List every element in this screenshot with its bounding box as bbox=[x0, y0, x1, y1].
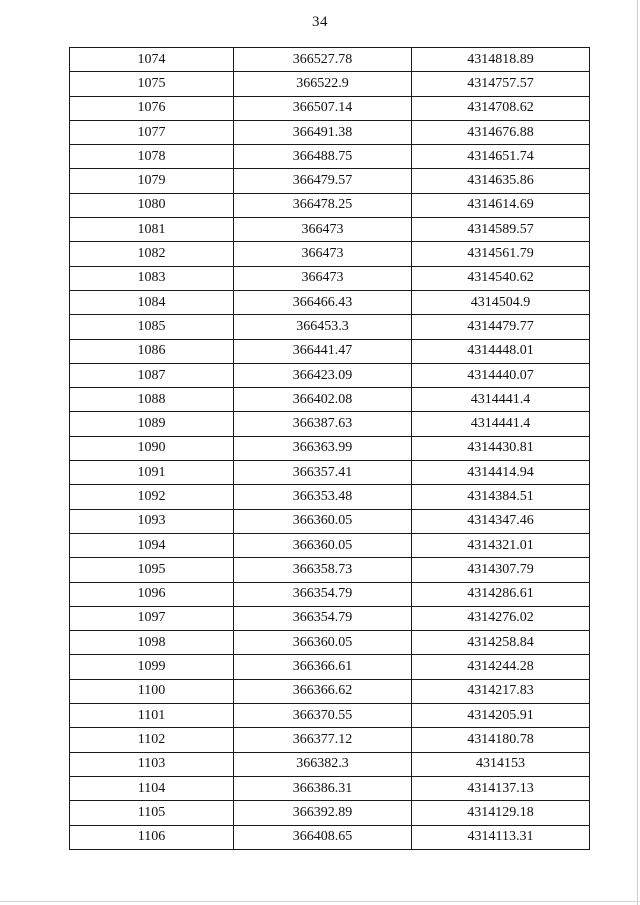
x-coordinate-cell: 366402.08 bbox=[234, 388, 412, 412]
y-coordinate-cell: 4314540.62 bbox=[412, 266, 590, 290]
x-coordinate-cell: 366507.14 bbox=[234, 96, 412, 120]
x-coordinate-cell: 366363.99 bbox=[234, 436, 412, 460]
x-coordinate-cell: 366522.9 bbox=[234, 72, 412, 96]
table-row bbox=[70, 728, 590, 752]
table-row bbox=[70, 606, 590, 630]
table-row bbox=[70, 655, 590, 679]
point-number-cell: 1102 bbox=[70, 728, 234, 752]
table-row bbox=[70, 533, 590, 557]
x-coordinate-cell: 366488.75 bbox=[234, 145, 412, 169]
x-coordinate-cell: 366473 bbox=[234, 266, 412, 290]
point-number-cell: 1104 bbox=[70, 776, 234, 800]
table-row bbox=[70, 485, 590, 509]
x-coordinate-cell: 366353.48 bbox=[234, 485, 412, 509]
point-number-cell: 1098 bbox=[70, 631, 234, 655]
x-coordinate-cell: 366354.79 bbox=[234, 582, 412, 606]
point-number-cell: 1085 bbox=[70, 315, 234, 339]
x-coordinate-cell: 366386.31 bbox=[234, 776, 412, 800]
y-coordinate-cell: 4314113.31 bbox=[412, 825, 590, 849]
x-coordinate-cell: 366366.61 bbox=[234, 655, 412, 679]
point-number-cell: 1106 bbox=[70, 825, 234, 849]
y-coordinate-cell: 4314347.46 bbox=[412, 509, 590, 533]
table-row bbox=[70, 509, 590, 533]
table-row bbox=[70, 461, 590, 485]
x-coordinate-cell: 366370.55 bbox=[234, 704, 412, 728]
y-coordinate-cell: 4314818.89 bbox=[412, 48, 590, 72]
table-row bbox=[70, 363, 590, 387]
table-row bbox=[70, 582, 590, 606]
point-number-cell: 1088 bbox=[70, 388, 234, 412]
point-number-cell: 1078 bbox=[70, 145, 234, 169]
table-row bbox=[70, 145, 590, 169]
point-number-cell: 1097 bbox=[70, 606, 234, 630]
point-number-cell: 1099 bbox=[70, 655, 234, 679]
point-number-cell: 1074 bbox=[70, 48, 234, 72]
y-coordinate-cell: 4314258.84 bbox=[412, 631, 590, 655]
page-number: 34 bbox=[312, 14, 328, 30]
point-number-cell: 1100 bbox=[70, 679, 234, 703]
y-coordinate-cell: 4314635.86 bbox=[412, 169, 590, 193]
table-row bbox=[70, 631, 590, 655]
y-coordinate-cell: 4314180.78 bbox=[412, 728, 590, 752]
point-number-cell: 1079 bbox=[70, 169, 234, 193]
point-number-cell: 1084 bbox=[70, 290, 234, 314]
y-coordinate-cell: 4314504.9 bbox=[412, 290, 590, 314]
y-coordinate-cell: 4314479.77 bbox=[412, 315, 590, 339]
point-number-cell: 1077 bbox=[70, 120, 234, 144]
table-row bbox=[70, 218, 590, 242]
x-coordinate-cell: 366360.05 bbox=[234, 509, 412, 533]
x-coordinate-cell: 366357.41 bbox=[234, 461, 412, 485]
table-row bbox=[70, 339, 590, 363]
x-coordinate-cell: 366358.73 bbox=[234, 558, 412, 582]
y-coordinate-cell: 4314589.57 bbox=[412, 218, 590, 242]
y-coordinate-cell: 4314448.01 bbox=[412, 339, 590, 363]
x-coordinate-cell: 366473 bbox=[234, 218, 412, 242]
table-row bbox=[70, 776, 590, 800]
point-number-cell: 1094 bbox=[70, 533, 234, 557]
y-coordinate-cell: 4314129.18 bbox=[412, 801, 590, 825]
y-coordinate-cell: 4314676.88 bbox=[412, 120, 590, 144]
point-number-cell: 1105 bbox=[70, 801, 234, 825]
y-coordinate-cell: 4314708.62 bbox=[412, 96, 590, 120]
x-coordinate-cell: 366479.57 bbox=[234, 169, 412, 193]
table-row bbox=[70, 679, 590, 703]
y-coordinate-cell: 4314430.81 bbox=[412, 436, 590, 460]
point-number-cell: 1095 bbox=[70, 558, 234, 582]
coordinates-table-container bbox=[69, 47, 589, 850]
y-coordinate-cell: 4314321.01 bbox=[412, 533, 590, 557]
point-number-cell: 1083 bbox=[70, 266, 234, 290]
table-row bbox=[70, 801, 590, 825]
point-number-cell: 1082 bbox=[70, 242, 234, 266]
table-row bbox=[70, 558, 590, 582]
point-number-cell: 1096 bbox=[70, 582, 234, 606]
table-row bbox=[70, 242, 590, 266]
x-coordinate-cell: 366377.12 bbox=[234, 728, 412, 752]
y-coordinate-cell: 4314614.69 bbox=[412, 193, 590, 217]
x-coordinate-cell: 366453.3 bbox=[234, 315, 412, 339]
table-row bbox=[70, 290, 590, 314]
y-coordinate-cell: 4314244.28 bbox=[412, 655, 590, 679]
y-coordinate-cell: 4314276.02 bbox=[412, 606, 590, 630]
coordinates-table bbox=[69, 47, 590, 850]
y-coordinate-cell: 4314757.57 bbox=[412, 72, 590, 96]
x-coordinate-cell: 366366.62 bbox=[234, 679, 412, 703]
x-coordinate-cell: 366466.43 bbox=[234, 290, 412, 314]
y-coordinate-cell: 4314651.74 bbox=[412, 145, 590, 169]
point-number-cell: 1087 bbox=[70, 363, 234, 387]
y-coordinate-cell: 4314414.94 bbox=[412, 461, 590, 485]
y-coordinate-cell: 4314561.79 bbox=[412, 242, 590, 266]
x-coordinate-cell: 366354.79 bbox=[234, 606, 412, 630]
x-coordinate-cell: 366392.89 bbox=[234, 801, 412, 825]
point-number-cell: 1075 bbox=[70, 72, 234, 96]
x-coordinate-cell: 366527.78 bbox=[234, 48, 412, 72]
y-coordinate-cell: 4314307.79 bbox=[412, 558, 590, 582]
x-coordinate-cell: 366408.65 bbox=[234, 825, 412, 849]
point-number-cell: 1103 bbox=[70, 752, 234, 776]
table-row bbox=[70, 388, 590, 412]
point-number-cell: 1080 bbox=[70, 193, 234, 217]
y-coordinate-cell: 4314217.83 bbox=[412, 679, 590, 703]
page-edge-bottom bbox=[0, 901, 640, 902]
table-row bbox=[70, 48, 590, 72]
table-row bbox=[70, 412, 590, 436]
x-coordinate-cell: 366478.25 bbox=[234, 193, 412, 217]
y-coordinate-cell: 4314441.4 bbox=[412, 412, 590, 436]
y-coordinate-cell: 4314153 bbox=[412, 752, 590, 776]
point-number-cell: 1101 bbox=[70, 704, 234, 728]
x-coordinate-cell: 366423.09 bbox=[234, 363, 412, 387]
table-row bbox=[70, 193, 590, 217]
table-row bbox=[70, 72, 590, 96]
table-row bbox=[70, 704, 590, 728]
point-number-cell: 1089 bbox=[70, 412, 234, 436]
y-coordinate-cell: 4314441.4 bbox=[412, 388, 590, 412]
table-row bbox=[70, 266, 590, 290]
table-row bbox=[70, 752, 590, 776]
table-row bbox=[70, 169, 590, 193]
table-row bbox=[70, 120, 590, 144]
table-row bbox=[70, 315, 590, 339]
x-coordinate-cell: 366491.38 bbox=[234, 120, 412, 144]
point-number-cell: 1092 bbox=[70, 485, 234, 509]
table-row bbox=[70, 825, 590, 849]
page-edge-right bbox=[637, 0, 638, 905]
x-coordinate-cell: 366387.63 bbox=[234, 412, 412, 436]
y-coordinate-cell: 4314137.13 bbox=[412, 776, 590, 800]
point-number-cell: 1090 bbox=[70, 436, 234, 460]
y-coordinate-cell: 4314440.07 bbox=[412, 363, 590, 387]
point-number-cell: 1086 bbox=[70, 339, 234, 363]
point-number-cell: 1076 bbox=[70, 96, 234, 120]
x-coordinate-cell: 366360.05 bbox=[234, 631, 412, 655]
x-coordinate-cell: 366382.3 bbox=[234, 752, 412, 776]
point-number-cell: 1081 bbox=[70, 218, 234, 242]
y-coordinate-cell: 4314286.61 bbox=[412, 582, 590, 606]
coordinates-table-body bbox=[70, 48, 590, 850]
y-coordinate-cell: 4314384.51 bbox=[412, 485, 590, 509]
x-coordinate-cell: 366360.05 bbox=[234, 533, 412, 557]
y-coordinate-cell: 4314205.91 bbox=[412, 704, 590, 728]
x-coordinate-cell: 366473 bbox=[234, 242, 412, 266]
x-coordinate-cell: 366441.47 bbox=[234, 339, 412, 363]
table-row bbox=[70, 96, 590, 120]
point-number-cell: 1093 bbox=[70, 509, 234, 533]
point-number-cell: 1091 bbox=[70, 461, 234, 485]
table-row bbox=[70, 436, 590, 460]
